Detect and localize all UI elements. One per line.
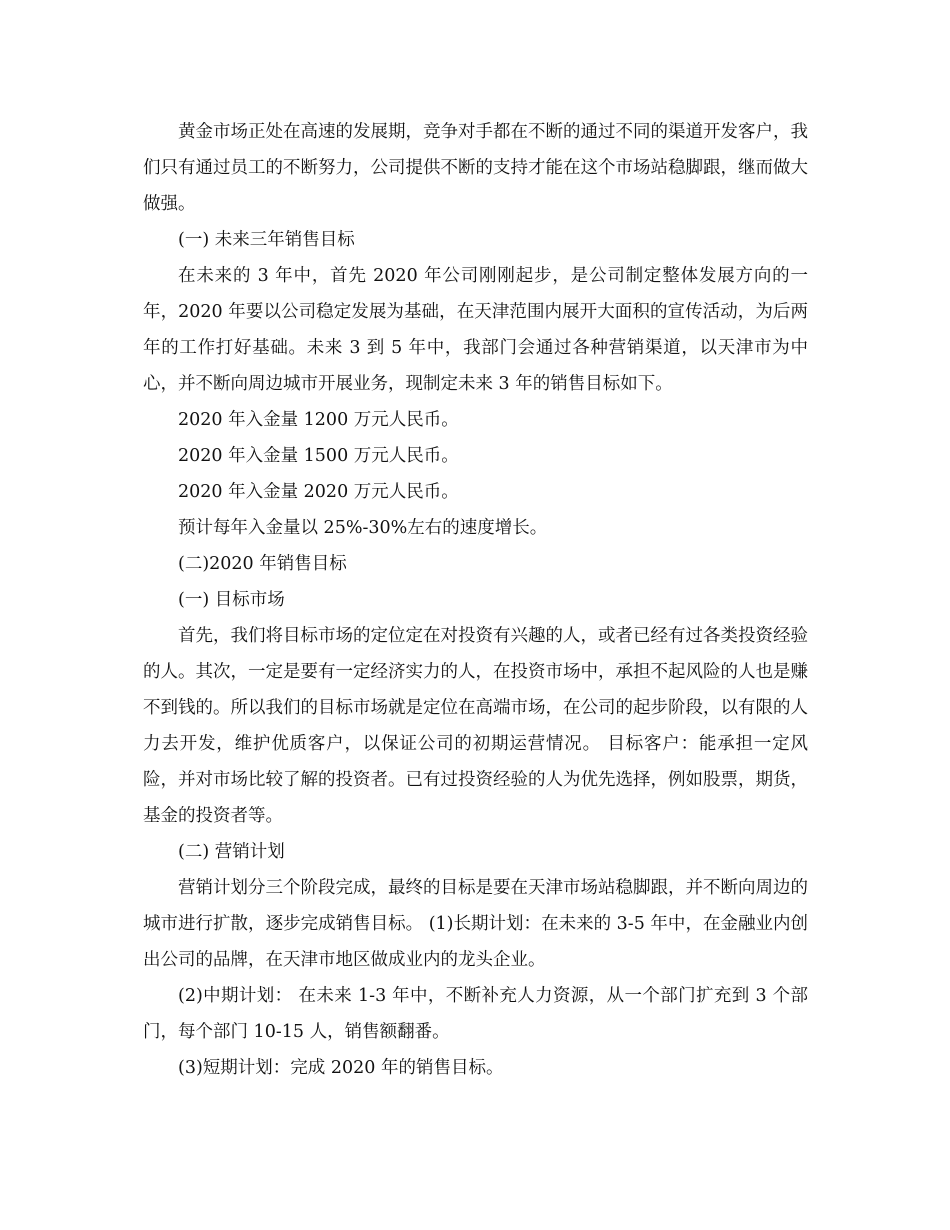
target-year-1: 2020 年入金量 1200 万元人民币。 — [178, 410, 459, 430]
section-heading-three-year-goals: (一) 未来三年销售目标 — [178, 230, 355, 250]
section-heading-2020-goals: (二)2020 年销售目标 — [178, 554, 347, 574]
growth-rate-paragraph: 预计每年入金量以 25%-30%左右的速度增长。 — [178, 518, 548, 538]
subheading-marketing-plan: (二) 营销计划 — [178, 842, 285, 862]
document-body — [143, 114, 808, 1086]
target-year-3: 2020 年入金量 2020 万元人民币。 — [178, 482, 459, 502]
subheading-target-market: (一) 目标市场 — [178, 590, 285, 610]
target-year-2: 2020 年入金量 1500 万元人民币。 — [178, 446, 459, 466]
three-year-plan-paragraph: 在未来的 3 年中，首先 2020 年公司刚刚起步，是公司制定整体发展方向的一年，2020 年要以公司稳定发展为基础，在天津范围内展开大面积的宣传活动，为后两年的工作打好基础。未来 3 到 5 年中，我部门会通过各种营销渠道，以天津市为中心，并不断向周边城市开展业务，现制定未来 3 年的销售目标如下。 — [143, 266, 808, 394]
intro-paragraph: 黄金市场正处在高速的发展期，竞争对手都在不断的通过不同的渠道开发客户，我们只有通过员工的不断努力，公司提供不断的支持才能在这个市场站稳脚跟，继而做大做强。 — [143, 122, 808, 214]
short-term-plan-paragraph: (3)短期计划：完成 2020 年的销售目标。 — [178, 1058, 504, 1078]
marketing-plan-paragraph: 营销计划分三个阶段完成，最终的目标是要在天津市场站稳脚跟，并不断向周边的城市进行扩散，逐步完成销售目标。 (1)长期计划：在未来的 3-5 年中，在金融业内创出公司的品牌，在天津市地区做成业内的龙头企业。 — [143, 878, 808, 970]
target-market-paragraph: 首先，我们将目标市场的定位定在对投资有兴趣的人，或者已经有过各类投资经验的人。其次，一定是要有一定经济实力的人，在投资市场中，承担不起风险的人也是赚不到钱的。所以我们的目标市场就是定位在高端市场，在公司的起步阶段，以有限的人力去开发，维护优质客户，以保证公司的初期运营情况。 目标客户：能承担一定风险，并对市场比较了解的投资者。已有过投资经验的人为优先选择，例如股票，期货，基金的投资者等。 — [143, 626, 808, 826]
mid-term-plan-paragraph: (2)中期计划： 在未来 1-3 年中，不断补充人力资源，从一个部门扩充到 3 个部门，每个部门 10-15 人，销售额翻番。 — [143, 986, 808, 1042]
